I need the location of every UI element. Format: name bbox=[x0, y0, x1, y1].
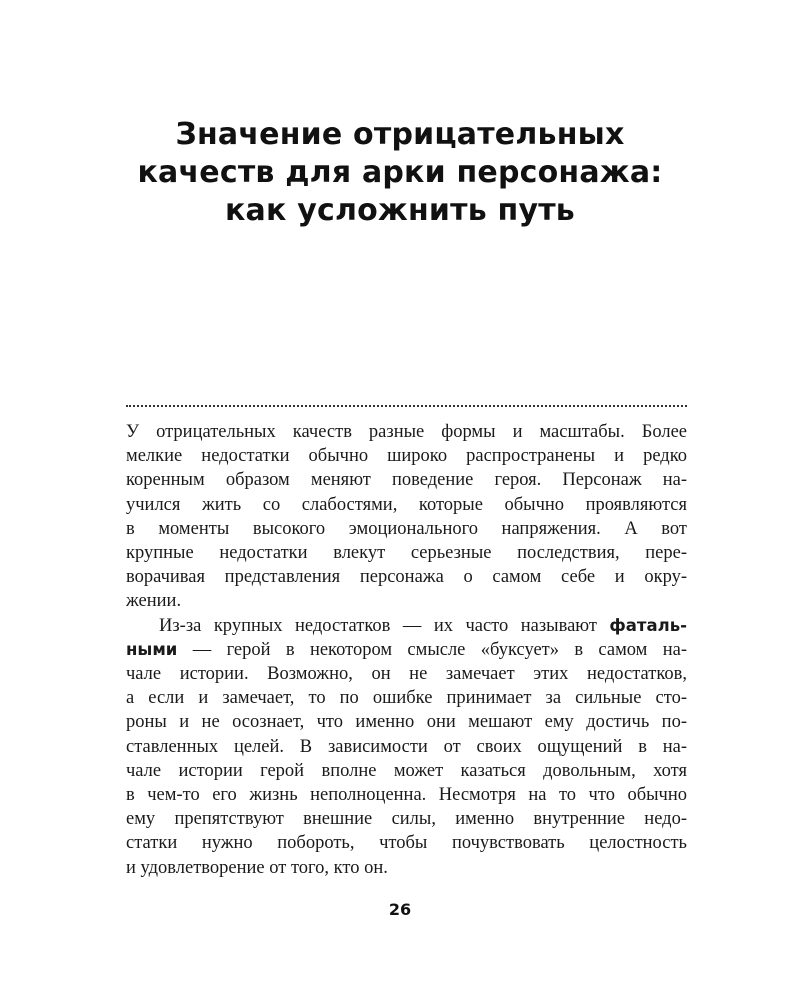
dotted-divider bbox=[126, 405, 687, 407]
text-line: а если и замечает, то по ошибке принимает за сильные сто- bbox=[126, 688, 687, 709]
text-line: жении. bbox=[126, 591, 182, 612]
paragraph-2 bbox=[126, 614, 687, 880]
text-line: в чем-то его жизнь неполноценна. Несмотря на то что обычно bbox=[126, 785, 687, 806]
text-line bbox=[126, 638, 687, 662]
text-line: ему препятствуют внешние силы, именно внутренние недо- bbox=[126, 809, 687, 830]
paragraph-1 bbox=[126, 420, 687, 614]
bold-term: фаталь- bbox=[609, 615, 687, 635]
text-line: мелкие недостатки обычно широко распространены и редко bbox=[126, 446, 687, 467]
bold-term: ными bbox=[126, 639, 178, 659]
chapter-title-line: качеств для арки персонажа: bbox=[137, 155, 663, 190]
text-line: крупные недостатки влекут серьезные последствия, пере- bbox=[126, 543, 687, 564]
text-line: учился жить со слабостями, которые обычно проявляются bbox=[126, 494, 687, 515]
page-number: 26 bbox=[388, 900, 412, 919]
text-fragment: Из-за крупных недостатков — их часто называют bbox=[159, 615, 610, 636]
chapter-title-line: как усложнить путь bbox=[225, 193, 575, 228]
body-text bbox=[126, 420, 687, 880]
text-line: У отрицательных качеств разные формы и масштабы. Более bbox=[126, 422, 687, 442]
text-line: чале истории. Возможно, он не замечает этих недостатков, bbox=[126, 664, 687, 685]
text-line: статки нужно побороть, чтобы почувствовать целостность bbox=[126, 833, 687, 854]
text-line: ворачивая представления персонажа о самом себе и окру- bbox=[126, 567, 687, 588]
text-line bbox=[126, 614, 687, 638]
text-line: коренным образом меняют поведение героя. Персонаж на- bbox=[126, 470, 687, 491]
text-line: чале истории герой вполне может казаться довольным, хотя bbox=[126, 760, 687, 781]
chapter-title-line: Значение отрицательных bbox=[175, 117, 625, 152]
chapter-title bbox=[100, 116, 700, 230]
text-line: ставленных целей. В зависимости от своих ощущений в на- bbox=[126, 736, 687, 757]
text-fragment: — герой в некотором смысле «буксует» в самом на- bbox=[177, 639, 687, 660]
text-line: роны и не осознает, что именно они мешают ему достичь по- bbox=[126, 712, 687, 733]
text-line: и удовлетворение от того, кто он. bbox=[126, 857, 388, 878]
text-line: в моменты высокого эмоционального напряжения. А вот bbox=[126, 518, 687, 539]
